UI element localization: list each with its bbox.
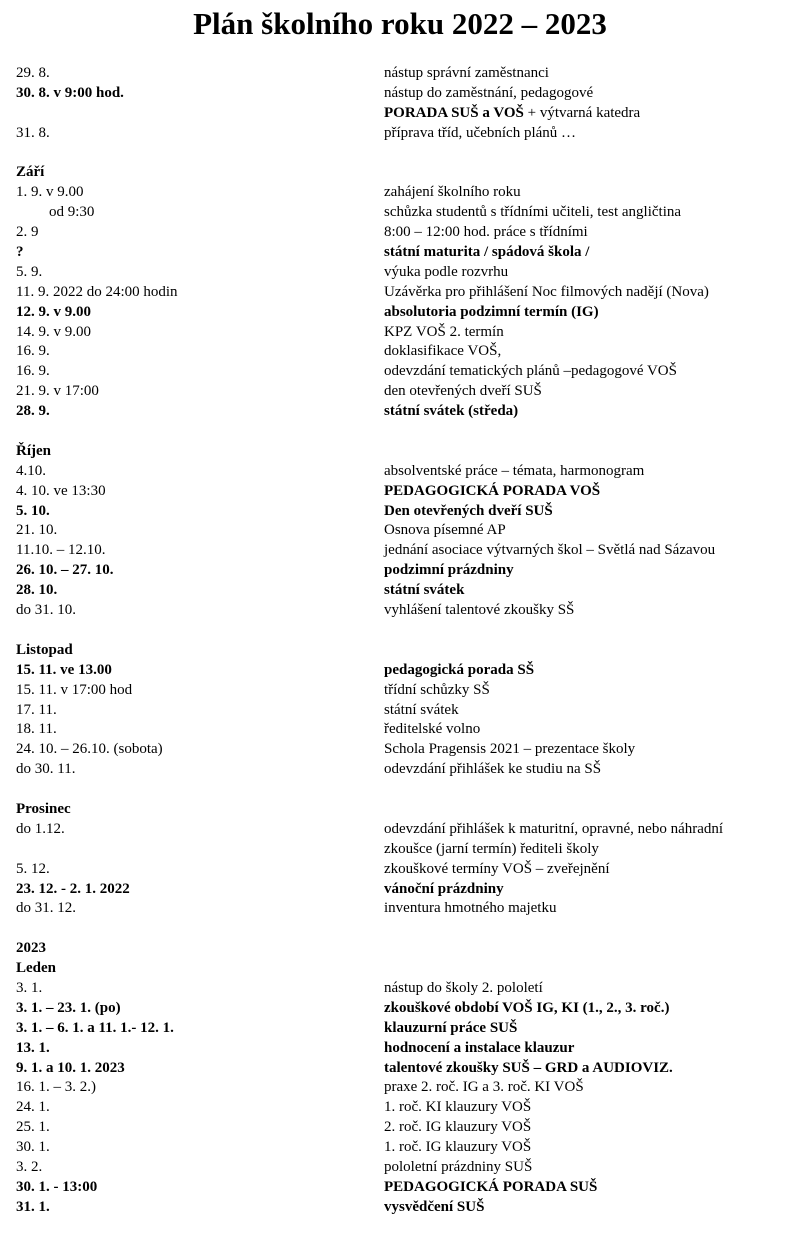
schedule-event-text: podzimní prázdniny — [384, 562, 514, 579]
schedule-event-text: výuka podle rozvrhu — [384, 263, 509, 280]
schedule-event — [384, 999, 669, 1019]
schedule-row — [16, 1098, 786, 1118]
schedule-event — [384, 1039, 574, 1059]
schedule-row — [16, 223, 786, 243]
schedule-date: 28. 9. — [16, 403, 50, 420]
schedule-row — [16, 1019, 786, 1039]
schedule-date: 30. 8. v 9:00 hod. — [16, 84, 124, 101]
schedule-event — [384, 979, 543, 999]
schedule-row — [16, 860, 786, 880]
schedule-row — [16, 720, 786, 740]
schedule-event-text: PEDAGOGICKÁ PORADA SUŠ — [384, 1178, 598, 1195]
schedule-date: 26. 10. – 27. 10. — [16, 562, 114, 579]
schedule-date: 30. 1. - 13:00 — [16, 1178, 98, 1195]
schedule-event-text: ředitelské volno — [384, 721, 481, 738]
schedule-row — [16, 820, 786, 840]
schedule-row — [16, 462, 786, 482]
schedule-row — [16, 621, 786, 641]
schedule-event — [384, 203, 681, 223]
schedule-row — [16, 203, 786, 223]
schedule-date: do 31. 10. — [16, 602, 76, 619]
schedule-event — [384, 243, 589, 263]
schedule-row — [16, 601, 786, 621]
schedule-event — [384, 561, 514, 581]
schedule-event-text: vyhlášení talentové zkoušky SŠ — [384, 602, 575, 619]
schedule-date: 2023 — [16, 940, 46, 957]
schedule-date: 15. 11. v 17:00 hod — [16, 681, 133, 698]
schedule-row — [16, 581, 786, 601]
schedule-row — [16, 283, 786, 303]
schedule-date: 18. 11. — [16, 721, 57, 738]
schedule-date: 29. 8. — [16, 65, 50, 81]
schedule-row — [16, 541, 786, 561]
schedule-row — [16, 1078, 786, 1098]
schedule-date: 17. 11. — [16, 701, 57, 718]
schedule-date: 11.10. – 12.10. — [16, 542, 106, 559]
schedule-date: 31. 8. — [16, 124, 50, 141]
schedule-row — [16, 1178, 786, 1198]
schedule-row — [16, 342, 786, 362]
schedule-row — [16, 124, 786, 144]
schedule-event — [384, 701, 459, 721]
schedule-event-text: státní svátek (středa) — [384, 403, 519, 420]
schedule-event — [384, 482, 600, 502]
schedule-row — [16, 422, 786, 442]
schedule-date: 31. 1. — [16, 1198, 50, 1215]
schedule-date: 12. 9. v 9.00 — [16, 303, 91, 320]
schedule-event — [384, 740, 635, 760]
schedule-event — [384, 1019, 517, 1039]
schedule-date: do 1.12. — [16, 820, 65, 837]
schedule-date: 24. 10. – 26.10. (sobota) — [16, 741, 163, 758]
schedule-row — [16, 362, 786, 382]
schedule-event — [384, 462, 644, 482]
schedule-row — [16, 880, 786, 900]
schedule-row — [16, 303, 786, 323]
schedule-event-text: praxe 2. roč. IG a 3. roč. KI VOŠ — [384, 1079, 584, 1096]
schedule-row — [16, 959, 786, 979]
schedule-event-text: schůzka studentů s třídními učiteli, test angličtina — [384, 204, 682, 221]
schedule-row — [16, 1039, 786, 1059]
schedule-event — [384, 661, 534, 681]
schedule-date: 23. 12. - 2. 1. 2022 — [16, 880, 130, 897]
schedule-date: 15. 11. ve 13.00 — [16, 661, 112, 678]
schedule-event-text: zahájení školního roku — [384, 184, 521, 201]
schedule-event — [384, 1059, 673, 1079]
schedule-date: 4. 10. ve 13:30 — [16, 482, 106, 499]
schedule-row — [16, 1198, 786, 1218]
schedule-row — [16, 263, 786, 283]
schedule-event — [384, 840, 599, 860]
schedule-date: 4.10. — [16, 462, 46, 479]
schedule-event-text: odevzdání přihlášek k maturitní, opravné, nebo náhradní — [384, 820, 724, 837]
schedule-date: 5. 12. — [16, 860, 50, 877]
schedule-date: do 31. 12. — [16, 900, 76, 917]
schedule-date: 2. 9 — [16, 224, 39, 241]
schedule-date: 3. 1. – 6. 1. a 11. 1.- 12. 1. — [16, 1019, 174, 1036]
schedule-date: Září — [16, 164, 45, 181]
schedule-event-text: Schola Pragensis 2021 – prezentace školy — [384, 741, 636, 758]
schedule-event-text: státní maturita / spádová škola / — [384, 244, 590, 261]
schedule-event — [384, 860, 610, 880]
schedule-event — [384, 362, 677, 382]
schedule-date: Leden — [16, 960, 57, 977]
schedule-event-text: zkoušce (jarní termín) řediteli školy — [384, 840, 599, 857]
schedule-event-text: nástup do zaměstnání, pedagogové — [384, 84, 594, 101]
schedule-event — [384, 502, 553, 522]
schedule-event-text: odevzdání přihlášek ke studiu na SŠ — [384, 761, 602, 778]
schedule-event — [384, 1118, 531, 1138]
schedule-event — [384, 104, 640, 124]
schedule-date: 28. 10. — [16, 582, 58, 599]
schedule-row — [16, 1118, 786, 1138]
schedule-date: 5. 10. — [16, 502, 50, 519]
page-title: Plán školního roku 2022 – 2023 — [193, 6, 607, 41]
schedule-event-text: 1. roč. KI klauzury VOŠ — [384, 1099, 532, 1116]
schedule-date: 9. 1. a 10. 1. 2023 — [16, 1059, 125, 1076]
schedule-row — [16, 1138, 786, 1158]
schedule-list — [16, 64, 786, 1218]
schedule-event — [384, 183, 521, 203]
schedule-row — [16, 561, 786, 581]
schedule-date: 3. 2. — [16, 1158, 43, 1175]
schedule-row — [16, 243, 786, 263]
schedule-row — [16, 521, 786, 541]
schedule-event-text: státní svátek — [384, 582, 465, 599]
schedule-row — [16, 899, 786, 919]
schedule-event — [384, 283, 709, 303]
schedule-event-text: Osnova písemné AP — [384, 522, 506, 539]
schedule-date: 21. 9. v 17:00 — [16, 383, 99, 400]
schedule-event-text: absolventské práce – témata, harmonogram — [384, 462, 645, 479]
schedule-date: 25. 1. — [16, 1119, 50, 1136]
schedule-event-text: 8:00 – 12:00 hod. práce s třídními — [384, 224, 588, 241]
schedule-event — [384, 1078, 584, 1098]
schedule-row — [16, 780, 786, 800]
schedule-date: 5. 9. — [16, 263, 43, 280]
schedule-date: Listopad — [16, 641, 73, 658]
schedule-row — [16, 323, 786, 343]
schedule-event — [384, 382, 542, 402]
schedule-event-text: jednání asociace výtvarných škol – Světlá nad Sázavou — [384, 542, 716, 559]
schedule-event — [384, 402, 518, 422]
schedule-event — [384, 820, 723, 840]
schedule-row — [16, 502, 786, 522]
schedule-event — [384, 84, 593, 104]
schedule-event-text: státní svátek — [384, 701, 459, 718]
schedule-event-text: nástup správní zaměstnanci — [384, 65, 549, 81]
schedule-event-text: doklasifikace VOŠ, — [384, 343, 502, 360]
schedule-event — [384, 760, 601, 780]
schedule-row — [16, 641, 786, 661]
schedule-event — [384, 541, 715, 561]
schedule-row — [16, 402, 786, 422]
schedule-event — [384, 681, 490, 701]
schedule-event-text: inventura hmotného majetku — [384, 900, 557, 917]
schedule-row — [16, 104, 786, 124]
schedule-event-text: zkouškové období VOŠ IG, KI (1., 2., 3. roč.) — [384, 999, 670, 1016]
schedule-row — [16, 84, 786, 104]
schedule-event — [384, 303, 599, 323]
schedule-date: 16. 9. — [16, 343, 50, 360]
schedule-date: ? — [16, 244, 24, 261]
schedule-row — [16, 1158, 786, 1178]
schedule-row — [16, 999, 786, 1019]
schedule-event — [384, 1178, 597, 1198]
schedule-row — [16, 1059, 786, 1079]
schedule-event — [384, 124, 576, 144]
schedule-event-text: vysvědčení SUŠ — [384, 1198, 485, 1215]
schedule-event — [384, 1158, 532, 1178]
schedule-date: do 30. 11. — [16, 761, 76, 778]
schedule-row — [16, 482, 786, 502]
schedule-event — [384, 1138, 531, 1158]
schedule-row — [16, 183, 786, 203]
schedule-event-text: Uzávěrka pro přihlášení Noc filmových nadějí (Nova) — [384, 283, 709, 300]
schedule-date: 16. 9. — [16, 363, 50, 380]
schedule-date: Říjen — [16, 442, 51, 459]
schedule-event-text: 2. roč. IG klauzury VOŠ — [384, 1119, 532, 1136]
schedule-row — [16, 979, 786, 999]
schedule-event-text: zkouškové termíny VOŠ – zveřejnění — [384, 860, 610, 877]
schedule-event — [384, 1198, 484, 1218]
schedule-date: 30. 1. — [16, 1139, 50, 1156]
schedule-event-text: odevzdání tematických plánů –pedagogové VOŠ — [384, 363, 677, 380]
schedule-row — [16, 919, 786, 939]
schedule-date: 3. 1. – 23. 1. (po) — [16, 999, 121, 1016]
schedule-event-text: den otevřených dveří SUŠ — [384, 383, 542, 400]
schedule-event-extra: + výtvarná katedra — [523, 104, 641, 121]
schedule-row — [16, 939, 786, 959]
schedule-date: 1. 9. v 9.00 — [16, 184, 84, 201]
schedule-event — [384, 1098, 531, 1118]
schedule-event-text: klauzurní práce SUŠ — [384, 1019, 518, 1036]
schedule-event-text: 1. roč. IG klauzury VOŠ — [384, 1139, 532, 1156]
schedule-event-text: nástup do školy 2. pololetí — [384, 979, 543, 996]
schedule-event-text: příprava tříd, učebních plánů … — [384, 124, 577, 141]
schedule-event — [384, 720, 480, 740]
schedule-event-text: pedagogická porada SŠ — [384, 661, 535, 678]
schedule-event — [384, 601, 574, 621]
schedule-event — [384, 581, 464, 601]
schedule-row — [16, 800, 786, 820]
schedule-event-text: vánoční prázdniny — [384, 880, 504, 897]
schedule-date: 21. 10. — [16, 522, 58, 539]
schedule-event — [384, 223, 588, 243]
schedule-date: 13. 1. — [16, 1039, 50, 1056]
schedule-date: od 9:30 — [49, 204, 95, 221]
schedule-event — [384, 880, 504, 900]
schedule-date: 3. 1. — [16, 979, 43, 996]
schedule-date: 11. 9. 2022 do 24:00 hodin — [16, 283, 178, 300]
schedule-row — [16, 760, 786, 780]
schedule-event — [384, 323, 504, 343]
schedule-row — [16, 740, 786, 760]
schedule-row — [16, 64, 786, 84]
schedule-row — [16, 144, 786, 164]
schedule-event-text: PORADA SUŠ a VOŠ — [384, 104, 524, 121]
schedule-event — [384, 899, 556, 919]
schedule-event — [384, 64, 549, 84]
schedule-date: Prosinec — [16, 800, 71, 817]
schedule-event-text: PEDAGOGICKÁ PORADA VOŠ — [384, 482, 601, 499]
schedule-event — [384, 263, 508, 283]
schedule-row — [16, 382, 786, 402]
schedule-event — [384, 342, 501, 362]
schedule-date: 24. 1. — [16, 1099, 50, 1116]
schedule-row — [16, 442, 786, 462]
schedule-row — [16, 661, 786, 681]
schedule-row — [16, 701, 786, 721]
schedule-date: 16. 1. – 3. 2.) — [16, 1079, 96, 1096]
schedule-event-text: třídní schůzky SŠ — [384, 681, 490, 698]
schedule-event-text: pololetní prázdniny SUŠ — [384, 1158, 533, 1175]
schedule-event — [384, 521, 506, 541]
schedule-date: 14. 9. v 9.00 — [16, 323, 91, 340]
schedule-event-text: KPZ VOŠ 2. termín — [384, 323, 504, 340]
schedule-event-text: Den otevřených dveří SUŠ — [384, 502, 553, 519]
schedule-event-text: absolutoria podzimní termín (IG) — [384, 303, 599, 320]
schedule-row — [16, 840, 786, 860]
schedule-event-text: talentové zkoušky SUŠ – GRD a AUDIOVIZ. — [384, 1059, 673, 1076]
schedule-row — [16, 163, 786, 183]
schedule-row — [16, 681, 786, 701]
schedule-event-text: hodnocení a instalace klauzur — [384, 1039, 575, 1056]
